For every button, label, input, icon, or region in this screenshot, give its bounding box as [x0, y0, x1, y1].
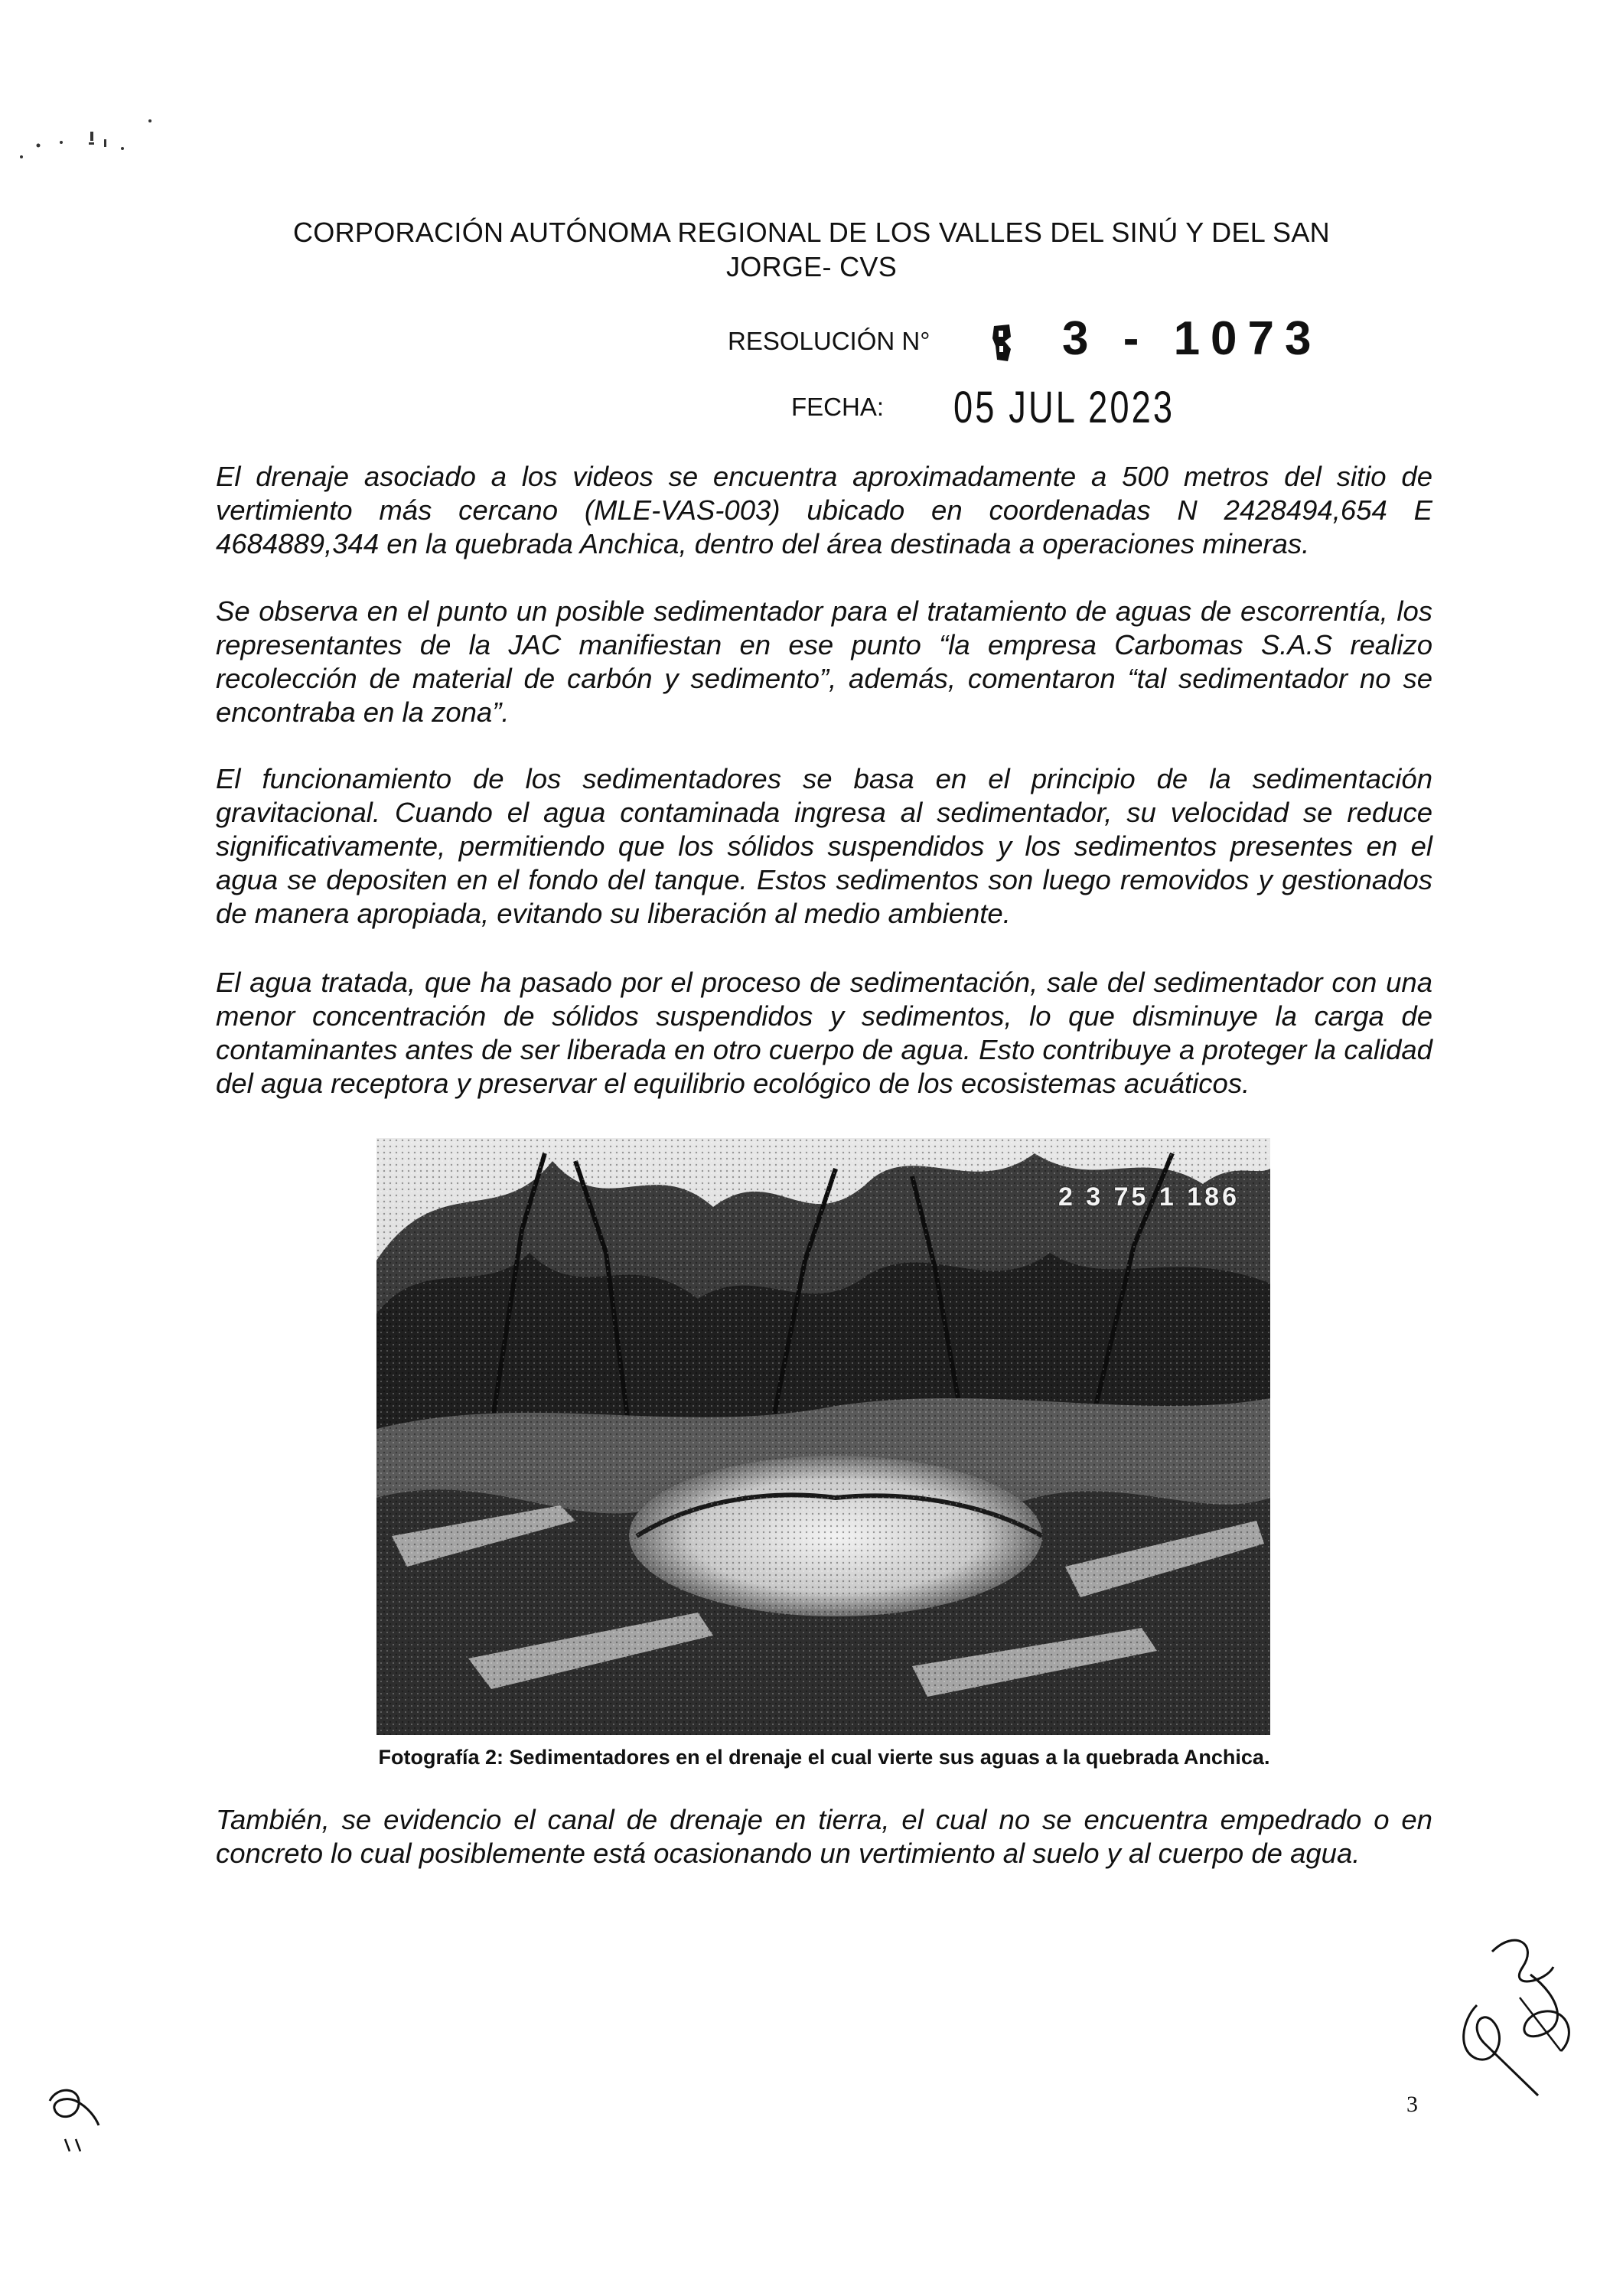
- date-value: 05 JUL 2023: [953, 383, 1175, 432]
- initials-signature-right: [1446, 1921, 1584, 2097]
- header-institution-line2: JORGE- CVS: [725, 251, 898, 282]
- date-label: FECHA:: [791, 393, 885, 421]
- stamp-mark-icon: [991, 323, 1014, 363]
- paragraph-treated-water: El agua tratada, que ha pasado por el proceso de sedimentación, sale del sedimentador con una menor concentración de sólidos suspendidos y sedimentos, lo que disminuye la carga de contaminantes antes de ser liberada en otro cuerpo de agua. Esto contribuye a proteger la calidad del agua receptora y preservar el equilibrio ecológico de los ecosistemas acuáticos.: [216, 967, 1432, 1099]
- initials-signature-left: [42, 2078, 134, 2162]
- photo-timestamp: 2 3 75 1 186: [1058, 1182, 1240, 1212]
- sedimentador-photo: [376, 1138, 1270, 1735]
- paragraph-drainage-channel: También, se evidencio el canal de drenaje en tierra, el cual no se encuentra empedrado o en concreto lo cual posiblemente está ocasionando un vertimiento al suelo y al cuerpo de agua.: [216, 1804, 1432, 1869]
- paragraph-sedimentador-observed: Se observa en el punto un posible sedimentador para el tratamiento de aguas de escorrentía, los representantes de la JAC manifiestan en ese punto “la empresa Carbomas S.A.S realizo recolección de material de carbón y sedimento”, además, comentaron “tal sedimentador no se encontraba en la zona”.: [216, 595, 1432, 728]
- scan-marks: [15, 115, 168, 168]
- photo-caption: Fotografía 2: Sedimentadores en el drenaje el cual vierte sus aguas a la quebrada Anchica.: [378, 1746, 1270, 1769]
- resolution-number: 3 - 1073: [1062, 312, 1322, 365]
- resolution-label: RESOLUCIÓN N°: [728, 327, 930, 355]
- paragraph-drainage-location: El drenaje asociado a los videos se encuentra aproximadamente a 500 metros del sitio de vertimiento más cercano (MLE-VAS-003) ubicado en coordenadas N 2428494,654 E 4684889,344 en la quebrada Anchica, dentro del área destinada a operaciones mineras.: [216, 461, 1432, 559]
- header-institution-line1: CORPORACIÓN AUTÓNOMA REGIONAL DE LOS VALLES DEL SINÚ Y DEL SAN: [293, 217, 1330, 248]
- paragraph-sedimentation-principle: El funcionamiento de los sedimentadores se basa en el principio de la sedimentación gravitacional. Cuando el agua contaminada ingresa al sedimentador, su velocidad se reduce significativamente, permitiendo que los sólidos suspendidos y los sedimentos presentes en el agua se depositen en el fondo del tanque. Estos sedimentos son luego removidos y gestionados de manera apropiada, evitando su liberación al medio ambiente.: [216, 763, 1432, 929]
- page-number: 3: [1406, 2092, 1418, 2117]
